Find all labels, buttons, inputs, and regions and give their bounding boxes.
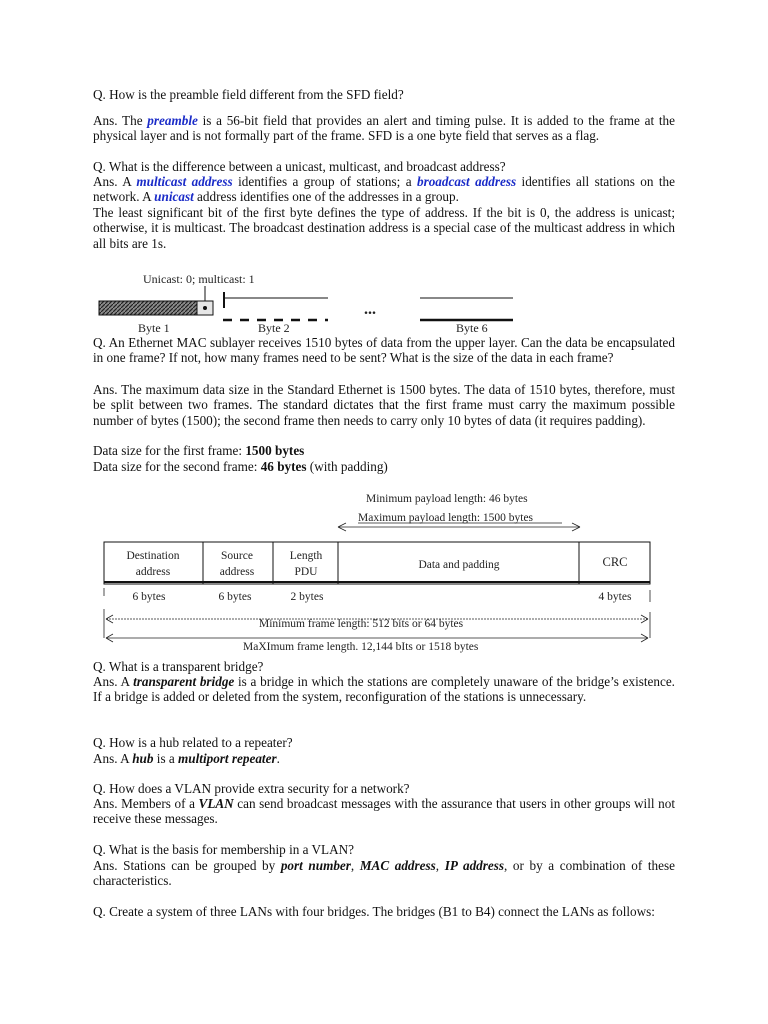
term-multiport-repeater: multiport repeater [178, 751, 277, 766]
answer-preamble: Ans. The preamble is a 56-bit field that provides an alert and timing pulse. It is added to the frame at the physical layer and is not formally part of the frame. SFD is a one byte field that serves as a flag. [93, 113, 675, 144]
field-crc: CRC [602, 555, 628, 569]
term-multicast: multicast address [136, 174, 233, 189]
answer-transparent: Ans. A transparent bridge is a bridge in which the stations are completely unaware of the bridge’s existence. If a bridge is added or deleted from the system, reconfiguration of the stations is unnecessary. [93, 674, 675, 705]
term-broadcast: broadcast address [416, 174, 517, 189]
first-frame-size: Data size for the first frame: 1500 bytes [93, 443, 305, 458]
size-len: 2 bytes [290, 591, 324, 603]
question-ethernet: Q. An Ethernet MAC sublayer receives 1510 bytes of data from the upper layer. Can the data be encapsulated in one frame? If not, how many frames need to be sent? What is the size of the data in each frame? [93, 335, 675, 366]
term-transparent-bridge: transparent bridge [133, 674, 235, 689]
term-vlan: VLAN [198, 796, 234, 811]
term-mac-address: MAC address [359, 858, 436, 873]
answer-hub: Ans. A hub is a multiport repeater. [93, 751, 280, 766]
max-payload-label: Maximum payload length: 1500 bytes [358, 512, 534, 524]
second-frame-size: Data size for the second frame: 46 bytes (with padding) [93, 459, 388, 474]
size-crc: 4 bytes [598, 591, 632, 603]
paragraph-lsb: The least significant bit of the first byte defines the type of address. If the bit is 0, the address is unicast; otherwise, it is multicast. The broadcast destination address is a special case of the multicast address in which all bits are 1s. [93, 205, 675, 251]
byte1-box [99, 301, 213, 315]
frame-box [104, 542, 650, 584]
label-byte1: Byte 1 [138, 321, 170, 335]
question-lans: Q. Create a system of three LANs with four bridges. The bridges (B1 to B4) connect the LANs as follows: [93, 904, 655, 919]
term-unicast: unicast [154, 189, 194, 205]
label-byte6: Byte 6 [456, 321, 488, 335]
answer-vlan-security: Ans. Members of a VLAN can send broadcast messages with the assurance that users in other groups will not receive these messages. [93, 796, 675, 827]
question-transparent: Q. What is a transparent bridge? [93, 659, 264, 674]
question-vlan-security: Q. How does a VLAN provide extra security for a network? [93, 781, 410, 796]
label-byte2: Byte 2 [258, 321, 290, 335]
field-len-l1: Length [289, 550, 323, 562]
size-src: 6 bytes [218, 591, 252, 603]
answer-vlan-membership: Ans. Stations can be grouped by port number, MAC address, IP address, or by a combination of these characteristics. [93, 858, 675, 889]
term-ip-address: IP address [444, 858, 505, 873]
max-frame-label: MaXImum frame length. 12,144 bIts or 1518 bytes [243, 641, 479, 653]
field-dest-l2: address [135, 566, 171, 578]
term-hub: hub [132, 751, 154, 766]
size-dest: 6 bytes [132, 591, 166, 603]
answer-address: Ans. A multicast address identifies a group of stations; a broadcast address identifies all stations on the network. A unicast address identifies one of the addresses in a group. [93, 174, 675, 205]
min-payload-label: Minimum payload length: 46 bytes [366, 493, 528, 505]
address-caption: Unicast: 0; multicast: 1 [143, 272, 255, 286]
term-preamble: preamble [147, 113, 198, 128]
field-src-l2: address [219, 566, 255, 578]
answer-ethernet: Ans. The maximum data size in the Standard Ethernet is 1500 bytes. The data of 1510 bytes, therefore, must be split between two frames. The standard dictates that the first frame must carry the maximum possible number of bytes (1500); the second frame then needs to carry only 10 bytes of data (it requires padding). [93, 382, 675, 428]
question-address: Q. What is the difference between a unicast, multicast, and broadcast address? [93, 159, 506, 174]
min-frame-label: Minimum frame length: 512 bits or 64 bytes [259, 618, 464, 630]
field-data: Data and padding [418, 559, 500, 571]
term-port-number: port number [280, 858, 351, 873]
question-hub: Q. How is a hub related to a repeater? [93, 735, 293, 750]
address-bytes-figure [93, 268, 513, 336]
lsb-dot [203, 306, 207, 310]
field-dest-l1: Destination [126, 550, 180, 562]
question-preamble: Q. How is the preamble field different from the SFD field? [93, 87, 404, 102]
question-vlan-membership: Q. What is the basis for membership in a VLAN? [93, 842, 355, 857]
field-src-l1: Source [221, 550, 253, 562]
ellipsis: ... [364, 301, 376, 318]
ethernet-frame-figure [100, 486, 658, 656]
field-len-l2: PDU [294, 566, 318, 578]
